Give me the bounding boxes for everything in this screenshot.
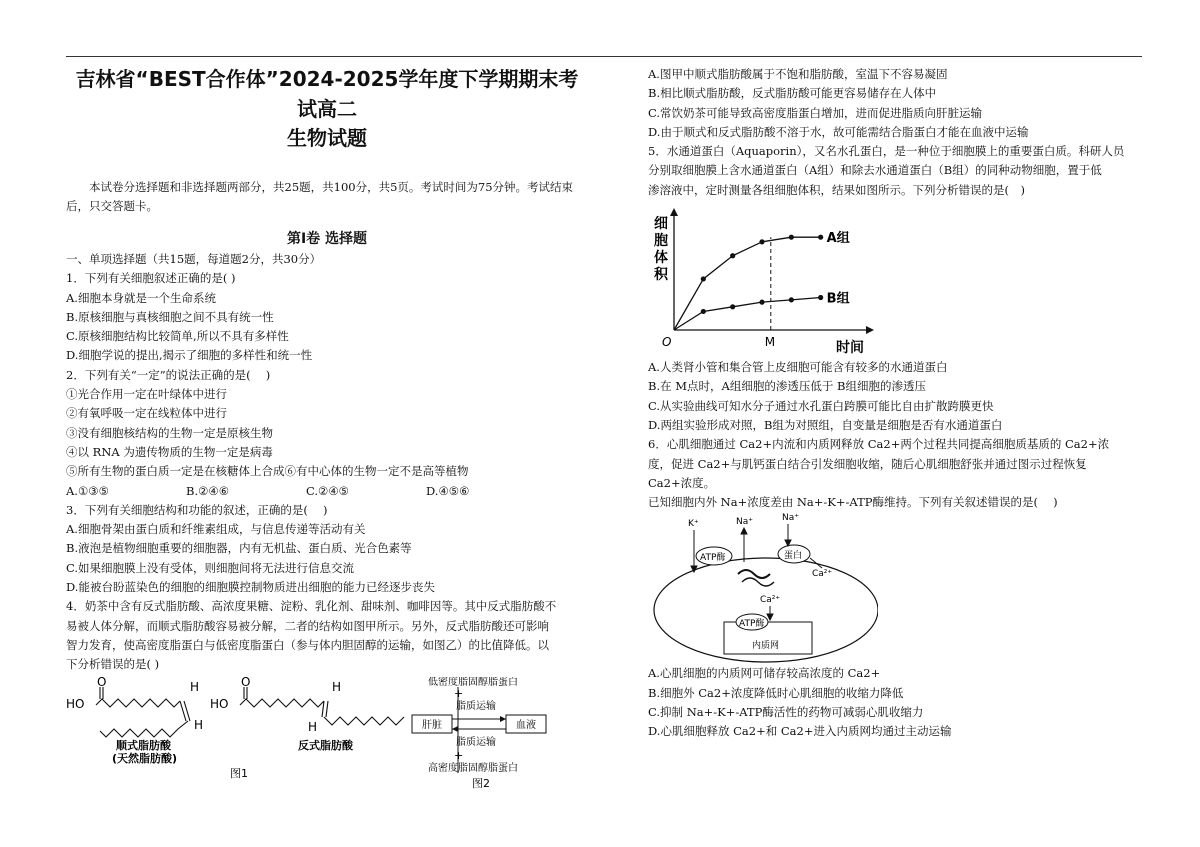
cardiomyocyte-diagram [648,512,878,664]
q4-stem-2: 易被人体分解，而顺式脂肪酸容易被分解，二者的结构如图甲所示。另外，反式脂肪酸还可影响 [66,618,549,633]
q1-option-d: D.细胞学说的提出,揭示了细胞的多样性和统一性 [66,348,313,363]
cis-h-label-1: H [190,679,200,694]
data-point [759,300,764,305]
question-6 [648,435,1148,741]
trans-h-label-1: H [332,679,342,694]
ca-ion-label-out: Ca²⁺ [812,569,833,580]
q2-item-5: ⑤所有生物的蛋白质一定是在核糖体上合成⑥有中心体的生物一定不是高等植物 [66,464,469,479]
q4-option-a: A.图甲中顺式脂肪酸属于不饱和脂肪酸，室温下不容易凝固 [648,67,948,81]
exam-subject: 生物试题 [287,126,367,150]
question-5 [648,142,1148,435]
ldl-plus: + [454,686,464,700]
na-ion-label-1: Na⁺ [736,517,753,528]
er-label: 内质网 [752,641,780,652]
question-3 [66,501,588,597]
na-ion-label-2: Na⁺ [782,513,799,524]
data-point [789,297,794,302]
q6-option-a: A.心肌细胞的内质网可储存较高浓度的 Ca2+ [648,666,881,681]
q3-option-d: D.能被台盼蓝染色的细胞的细胞膜控制物质进出细胞的能力已经逐步丧失 [66,580,435,595]
x-axis-label: 时间 [836,340,864,357]
data-point [789,235,794,240]
q2-options [66,482,588,501]
k-ion-label: K⁺ [688,519,699,530]
cell-volume-chart [648,206,878,358]
q4-option-b: B.相比顺式脂肪酸，反式脂肪酸可能更容易储存在人体中 [648,86,937,101]
q4-option-d: D.由于顺式和反式脂肪酸不溶于水，故可能需结合脂蛋白才能在血液中运输 [648,124,1029,139]
q3-option-c: C.如果细胞膜上没有受体，则细胞间将无法进行信息交流 [66,560,355,575]
trans-h-label-2: H [308,719,318,734]
protein-label: 蛋白 [784,551,803,562]
q1-option-b: B.原核细胞与真核细胞之间不具有统一性 [66,309,274,324]
origin-label: O [662,335,672,350]
q5-stem-1: 5．水通道蛋白（Aquaporin），又名水孔蛋白，是一种位于细胞膜上的重要蛋白质。科研人员 [648,144,1125,159]
liver-label: 肝脏 [422,719,442,731]
hdl-label: 高密度脂固醇脂蛋白 [428,762,518,774]
cis-sub-label: (天然脂肪酸) [112,751,178,765]
series-label-0: A组 [826,231,850,247]
question-4 [66,597,588,794]
q1-option-c: C.原核细胞结构比较简单,所以不具有多样性 [66,329,289,344]
q5-stem-3: 渗溶液中，定时测量各组细胞体积，结果如图所示。下列分析错误的是( ) [648,182,1025,197]
ca-ion-label-in: Ca²⁺ [760,595,781,606]
q1-option-a: A.细胞本身就是一个生命系统 [66,290,216,305]
q6-option-b: B.细胞外 Ca2+浓度降低时心肌细胞的收缩力降低 [648,685,904,700]
trans-fatty-acid-structure [240,687,404,725]
q4-stem-4: 下分析错误的是( ) [66,657,160,672]
data-point [730,253,735,258]
q3-option-a: A.细胞骨架由蛋白质和纤维素组成，与信息传递等活动有关 [66,522,366,537]
q3-option-b: B.液泡是植物细胞重要的细胞器，内有无机盐、蛋白质、光合色素等 [66,541,412,556]
y-axis-label-char: 胞 [654,233,668,250]
series-line-1 [674,298,821,330]
transport-arrows [691,524,822,620]
q2-item-4: ④以 RNA 为遗传物质的生物一定是病毒 [66,444,273,459]
left-column [66,62,588,795]
lipoprotein-diagram [412,677,546,790]
q4-option-c: C.常饮奶茶可能导致高密度脂蛋白增加，进而促进脂质向肝脏运输 [648,105,983,120]
exam-title: 吉林省“BEST合作体”2024-2025学年度下学期期末考试高二 [75,67,579,121]
q6-option-d: D.心肌细胞释放 Ca2+和 Ca2+进入内质网均通过主动运输 [648,724,952,739]
trans-ho-label: HO [210,696,229,711]
q2-option-a: A.①③⑤ [66,483,109,498]
data-point [759,239,764,244]
data-point [701,309,706,314]
cis-o-label: O [97,676,107,689]
cis-ho-label: HO [66,696,85,711]
q5-option-c: C.从实验曲线可知水分子通过水孔蛋白跨膜可能比自由扩散跨膜更快 [648,398,994,413]
exam-instructions: 本试卷分选择题和非选择题两部分，共25题，共100分，共5页。考试时间为75分钟。考试结束后，只交答题卡。 [66,180,574,213]
section-subtitle: 一、单项选择题（共15题，每道题2分，共30分） [66,252,322,266]
right-column [648,65,1148,742]
q6-stem-1: 6．心肌细胞通过 Ca2+内流和内质网释放 Ca2+两个过程共同提高细胞质基质的 Ca2+浓 [648,437,1110,452]
trans-label: 反式脂肪酸 [298,738,353,752]
cis-label: 顺式脂肪酸 [116,738,171,752]
q2-option-c: C.②④⑤ [306,483,349,498]
q5-stem-2: 分别取细胞膜上含水通道蛋白（A组）和除去水通道蛋白（B组）的同种动物细胞，置于低 [648,163,1102,178]
x-axis-arrow [866,326,874,334]
atp-pump-er-label: ATP酶 [739,619,765,630]
atp-pump-label: ATP酶 [700,553,726,564]
y-axis-arrow [670,208,678,216]
q2-item-1: ①光合作用一定在叶绿体中进行 [66,387,227,402]
cis-h-label-2: H [194,717,204,732]
series-label-1: B组 [826,291,850,307]
header-rule [66,56,1142,57]
q5-option-b: B.在 M点时，A组细胞的渗透压低于 B组细胞的渗透压 [648,379,926,394]
q5-option-d: D.两组实验形成对照，B组为对照组，自变量是细胞是否有水通道蛋白 [648,417,1003,432]
data-point [730,304,735,309]
hdl-plus: + [454,748,464,762]
transport-top-label: 脂质运输 [456,700,496,712]
q5-option-a: A.人类肾小管和集合管上皮细胞可能含有较多的水通道蛋白 [648,360,948,375]
blood-label: 血液 [516,719,536,731]
q6-option-c: C.抑制 Na+-K+-ATP酶活性的药物可减弱心肌收缩力 [648,705,924,720]
y-axis-label-char: 积 [654,267,668,284]
data-point [701,276,706,281]
q2-item-2: ②有氧呼吸一定在线粒体中进行 [66,406,227,421]
q4-stem-3: 智力发育，使高密度脂蛋白与低密度脂蛋白（参与体内胆固醇的运输，如图乙）的比值降低。以 [66,637,549,652]
q6-stem-4: 已知细胞内外 Na+浓度差由 Na+-K+-ATP酶维持。下列有关叙述错误的是( ) [648,495,1058,510]
q2-item-3: ③没有细胞核结构的生物一定是原核生物 [66,425,273,440]
q3-stem: 3．下列有关细胞结构和功能的叙述，正确的是( ) [66,502,328,517]
q2-stem: 2．下列有关“一定”的说法正确的是( ) [66,367,271,382]
y-axis-label-char: 体 [654,250,668,267]
figure-2-caption: 图2 [472,776,490,790]
fatty-acid-figures [66,677,588,795]
y-axis-label-char: 细 [654,216,668,233]
question-1 [66,269,588,365]
data-point [818,295,823,300]
trans-o-label: O [241,676,251,689]
ldl-label: 低密度脂固醇脂蛋白 [428,676,518,688]
section-title: 第Ⅰ卷 选择题 [286,231,368,247]
question-2 [66,366,588,501]
q6-stem-3: Ca2+浓度。 [648,475,716,490]
q2-option-b: B.②④⑥ [186,483,230,498]
figure-1-caption: 图1 [230,766,248,780]
marker-label: M [764,335,776,350]
q4-stem-1: 4．奶茶中含有反式脂肪酸、高浓度果糖、淀粉、乳化剂、甜味剂、咖啡因等。其中反式脂肪酸不 [66,599,557,614]
q6-stem-2: 度，促进 Ca2+与肌钙蛋白结合引发细胞收缩，随后心肌细胞舒张并通过图示过程恢复 [648,456,1087,471]
q1-stem: 1．下列有关细胞叙述正确的是( ) [66,271,236,286]
data-point [818,235,823,240]
transport-bottom-label: 脂质运输 [456,736,496,748]
q2-option-d: D.④⑤⑥ [426,483,470,498]
cis-fatty-acid-structure [96,687,190,737]
